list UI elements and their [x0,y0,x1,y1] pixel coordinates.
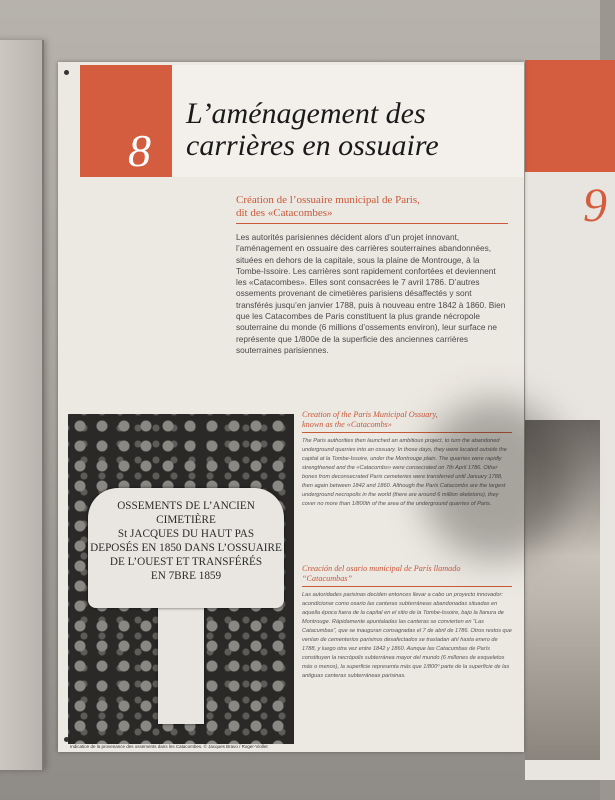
plaque-photo [68,414,294,744]
camera-shadow [420,400,570,560]
plaque-line-3: DEPOSÉS EN 1850 DANS L’OSSUAIRE [90,542,282,554]
right-panel-red-band [525,60,615,172]
memorial-plaque [88,488,284,608]
panel-number: 8 [128,125,151,176]
screw [64,70,69,75]
spanish-heading-line-1: Creación del osario municipal de París llamado [302,564,461,573]
english-body: The Paris authorities then launched an ambitious project, to turn the abandoned underground quarries into an ossuary. In those days, they were located outside the capital at la Tombe-Issoire, under the Montrouge plain. The quarries were rapidly strengthened and the «Catacombs» were consecrated on 7th April 1786. Other bones from deconsecrated Paris cemeteries were transferred until January 1788, then again between 1842 and 1860. Although the Paris Catacombs are the largest underground necropolis in the world (there are around 6 million skeletons), they cover no more than 1/800th of the area of the underground quarries of Paris. [302,438,507,507]
number-badge [80,65,172,177]
plaque-line-2: St JACQUES DU HAUT PAS [117,528,255,540]
plaque-stem [158,604,204,724]
french-body: Les autorités parisiennes décident alors d’un projet innovant, l’aménagement en ossuaire des carrières souterraines abandonnées, situées en dehors de la capitale, sous la plaine de Montrouge, à la Tombe-Issoire. Les carrières sont rapidement confortées et deviennent les «Catacombes». Elles sont consacrées le 7 avril 1786. D’autres ossements provenant de cimetières parisiens désaffectés y sont transférés jusqu’en janvier 1788, puis à nouveau entre 1842 à 1860. Bien que les Catacombes de Paris constituent la plus grande nécropole souterraine du monde (6 millions d’ossements environ), leur surface ne représente que 1/800e de la superficie des anciennes carrières souterraines parisiennes. [236,232,506,355]
photo-caption: Indication de la provenance des ossements dans les Catacombes. © Jacques Bravo / Roger-Viollet [70,744,268,749]
spanish-body: Las autoridades parisinas deciden entonces llevar a cabo un proyecto innovador: acondicionar como osario las canteras subterráneas abandonadas situadas en aquella época fuera de la capital en el sitio de la Tombe-Issoire, bajo la llanura de Montrouge. Rápidamente apuntaladas las canteras se convierten en “Las Catacumbas”, que se inauguran consagradas el 7 de abril de 1786. Otros restos que venían de cementerios parisinos desafectados se trasladan ahí hasta enero de 1788, y luego otra vez entre 1842 y 1860. Aunque las Catacumbas de París constituyen la necrópolis subterránea mayor del mundo (6 millones de esqueletos más o menos), la superficie representa más que 1/800º parte de la superficie de las antiguas canteras subterráneas parisinas. [302,592,512,679]
french-heading [236,194,508,224]
french-heading-line-2: dit des «Catacombes» [236,207,333,219]
info-panel [58,62,524,752]
title-line-2: carrières en ossuaire [186,129,439,162]
english-heading-line-1: Creation of the Paris Municipal Ossuary, [302,410,438,419]
adjacent-panel-left [0,40,44,770]
next-panel-number: 9 [583,179,607,232]
spanish-heading [302,564,512,587]
plaque-line-5: EN 7BRE 1859 [150,570,222,582]
plaque-line-4: DE L’OUEST ET TRANSFÉRÉS [109,556,263,568]
panel-title [186,98,516,162]
french-section [236,194,508,356]
title-line-1: L’aménagement des [186,97,426,130]
spanish-section [302,564,512,681]
plaque-line-1: OSSEMENTS DE L’ANCIEN CIMETIÈRE [117,500,255,526]
french-heading-line-1: Création de l’ossuaire municipal de Paris, [236,194,420,206]
spanish-heading-line-2: “Catacumbas” [302,574,353,583]
english-heading-line-2: known as the «Catacombs» [302,420,392,429]
